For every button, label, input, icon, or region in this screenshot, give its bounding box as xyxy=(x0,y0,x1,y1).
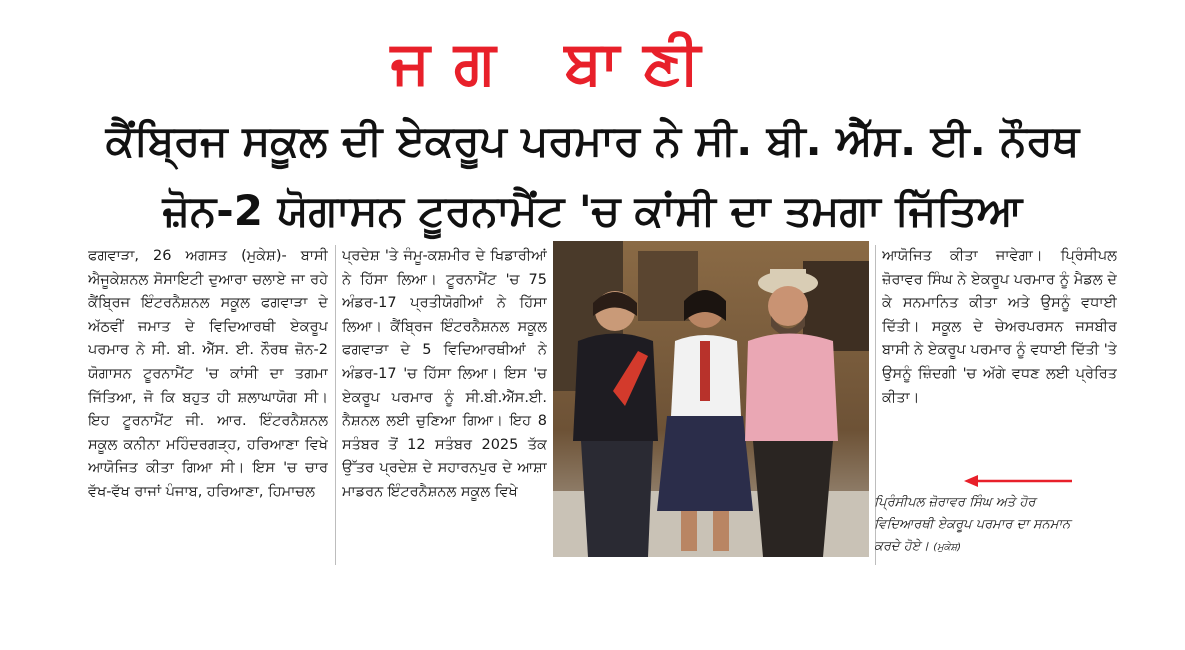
article-column-1 xyxy=(88,245,328,565)
article-text-1: ਫਗਵਾੜਾ, 26 ਅਗਸਤ (ਮੁਕੇਸ਼)- ਬਾਸੀ ਐਜੂਕੇਸ਼ਨਲ ਸੋਸਾਇਟੀ ਦੁਆਰਾ ਚਲਾਏ ਜਾ ਰਹੇ ਕੈਂਬ੍ਰਿਜ ਇੰਟਰਨੈਸ਼ਨਲ ਸਕੂਲ ਫਗਵਾੜਾ ਦੇ ਅੱਠਵੀਂ ਜਮਾਤ ਦੇ ਵਿਦਿਆਰਥੀ ਏਕਰੂਪ ਪਰਮਾਰ ਨੇ ਸੀ. ਬੀ. ਐੱਸ. ਈ. ਨੌਰਥ ਜ਼ੋਨ-2 ਯੋਗਾਸਨ ਟੂਰਨਾਮੈਂਟ 'ਚ ਕਾਂਸੀ ਦਾ ਤਗਮਾ ਜਿੱਤਿਆ, ਜੋ ਕਿ ਬਹੁਤ ਹੀ ਸ਼ਲਾਘਾਯੋਗ ਸੀ। ਇਹ ਟੂਰਨਾਮੈਂਟ ਜੀ. ਆਰ. ਇੰਟਰਨੈਸ਼ਨਲ ਸਕੂਲ ਕਨੀਨਾ ਮਹਿੰਦਰਗੜ੍ਹ, ਹਰਿਆਣਾ ਵਿਖੇ ਆਯੋਜਿਤ ਕੀਤਾ ਗਿਆ ਸੀ। ਇਸ 'ਚ ਚਾਰ ਵੱਖ-ਵੱਖ ਰਾਜਾਂ ਪੰਜਾਬ, ਹਰਿਆਣਾ, ਹਿਮਾਚਲ xyxy=(88,248,328,500)
newspaper-masthead: ਜਗ ਬਾਣੀ xyxy=(390,28,725,98)
caption-text: ਪ੍ਰਿੰਸੀਪਲ ਜ਼ੋਰਾਵਰ ਸਿੰਘ ਅਤੇ ਹੋਰ ਵਿਦਿਆਰਥੀ ਏਕਰੂਪ ਪਰਮਾਰ ਦਾ ਸਨਮਾਨ ਕਰਦੇ ਹੋਏ। xyxy=(874,495,1071,554)
photo-illustration xyxy=(553,241,869,557)
article-text-2: ਪ੍ਰਦੇਸ਼ 'ਤੇ ਜੰਮੂ-ਕਸ਼ਮੀਰ ਦੇ ਖਿਡਾਰੀਆਂ ਨੇ ਹਿੱਸਾ ਲਿਆ। ਟੂਰਨਾਮੈਂਟ 'ਚ 75 ਅੰਡਰ-17 ਪ੍ਰਤੀਯੋਗੀਆਂ ਨੇ ਹਿੱਸਾ ਲਿਆ। ਕੈਂਬ੍ਰਿਜ ਇੰਟਰਨੈਸ਼ਨਲ ਸਕੂਲ ਫਗਵਾੜਾ ਦੇ 5 ਵਿਦਿਆਰਥੀਆਂ ਨੇ ਅੰਡਰ-17 'ਚ ਹਿੱਸਾ ਲਿਆ। ਇਸ 'ਚ ਏਕਰੂਪ ਪਰਮਾਰ ਨੂੰ ਸੀ.ਬੀ.ਐੱਸ.ਈ. ਨੈਸ਼ਨਲ ਲਈ ਚੁਣਿਆ ਗਿਆ। ਇਹ 8 ਸਤੰਬਰ ਤੋਂ 12 ਸਤੰਬਰ 2025 ਤੱਕ ਉੱਤਰ ਪ੍ਰਦੇਸ਼ ਦੇ ਸਹਾਰਨਪੁਰ ਦੇ ਆਸ਼ਾ ਮਾਡਰਨ ਇੰਟਰਨੈਸ਼ਨਲ ਸਕੂਲ ਵਿਖੇ xyxy=(342,248,547,500)
column-divider xyxy=(335,245,336,565)
headline-line-2: ਜ਼ੋਨ-2 ਯੋਗਾਸਨ ਟੂਰਨਾਮੈਂਟ 'ਚ ਕਾਂਸੀ ਦਾ ਤਮਗਾ ਜਿੱਤਿਆ xyxy=(162,186,1023,235)
article-column-2 xyxy=(342,245,547,565)
article-text-3: ਆਯੋਜਿਤ ਕੀਤਾ ਜਾਵੇਗਾ। ਪ੍ਰਿੰਸੀਪਲ ਜ਼ੋਰਾਵਰ ਸਿੰਘ ਨੇ ਏਕਰੂਪ ਪਰਮਾਰ ਨੂੰ ਮੈਡਲ ਦੇ ਕੇ ਸਨਮਾਨਿਤ ਕੀਤਾ ਅਤੇ ਉਸਨੂੰ ਵਧਾਈ ਦਿੱਤੀ। ਸਕੂਲ ਦੇ ਚੇਅਰਪਰਸਨ ਜਸਬੀਰ ਬਾਸੀ ਨੇ ਏਕਰੂਪ ਪਰਮਾਰ ਨੂੰ ਵਧਾਈ ਦਿੱਤੀ 'ਤੇ ਉਸਨੂੰ ਜ਼ਿੰਦਗੀ 'ਚ ਅੱਗੇ ਵਧਣ ਲਈ ਪ੍ਰੇਰਿਤ ਕੀਤਾ। xyxy=(882,248,1117,406)
article-column-3 xyxy=(882,245,1117,475)
news-photo xyxy=(553,241,869,557)
headline-line-1: ਕੈਂਬ੍ਰਿਜ ਸਕੂਲ ਦੀ ਏਕਰੂਪ ਪਰਮਾਰ ਨੇ ਸੀ. ਬੀ. ਐੱਸ. ਈ. ਨੌਰਥ xyxy=(105,116,1080,165)
caption-credit: (ਮੁਕੇਸ਼) xyxy=(933,542,962,553)
photo-caption xyxy=(874,492,1084,559)
caption-arrow-icon xyxy=(964,474,1072,488)
